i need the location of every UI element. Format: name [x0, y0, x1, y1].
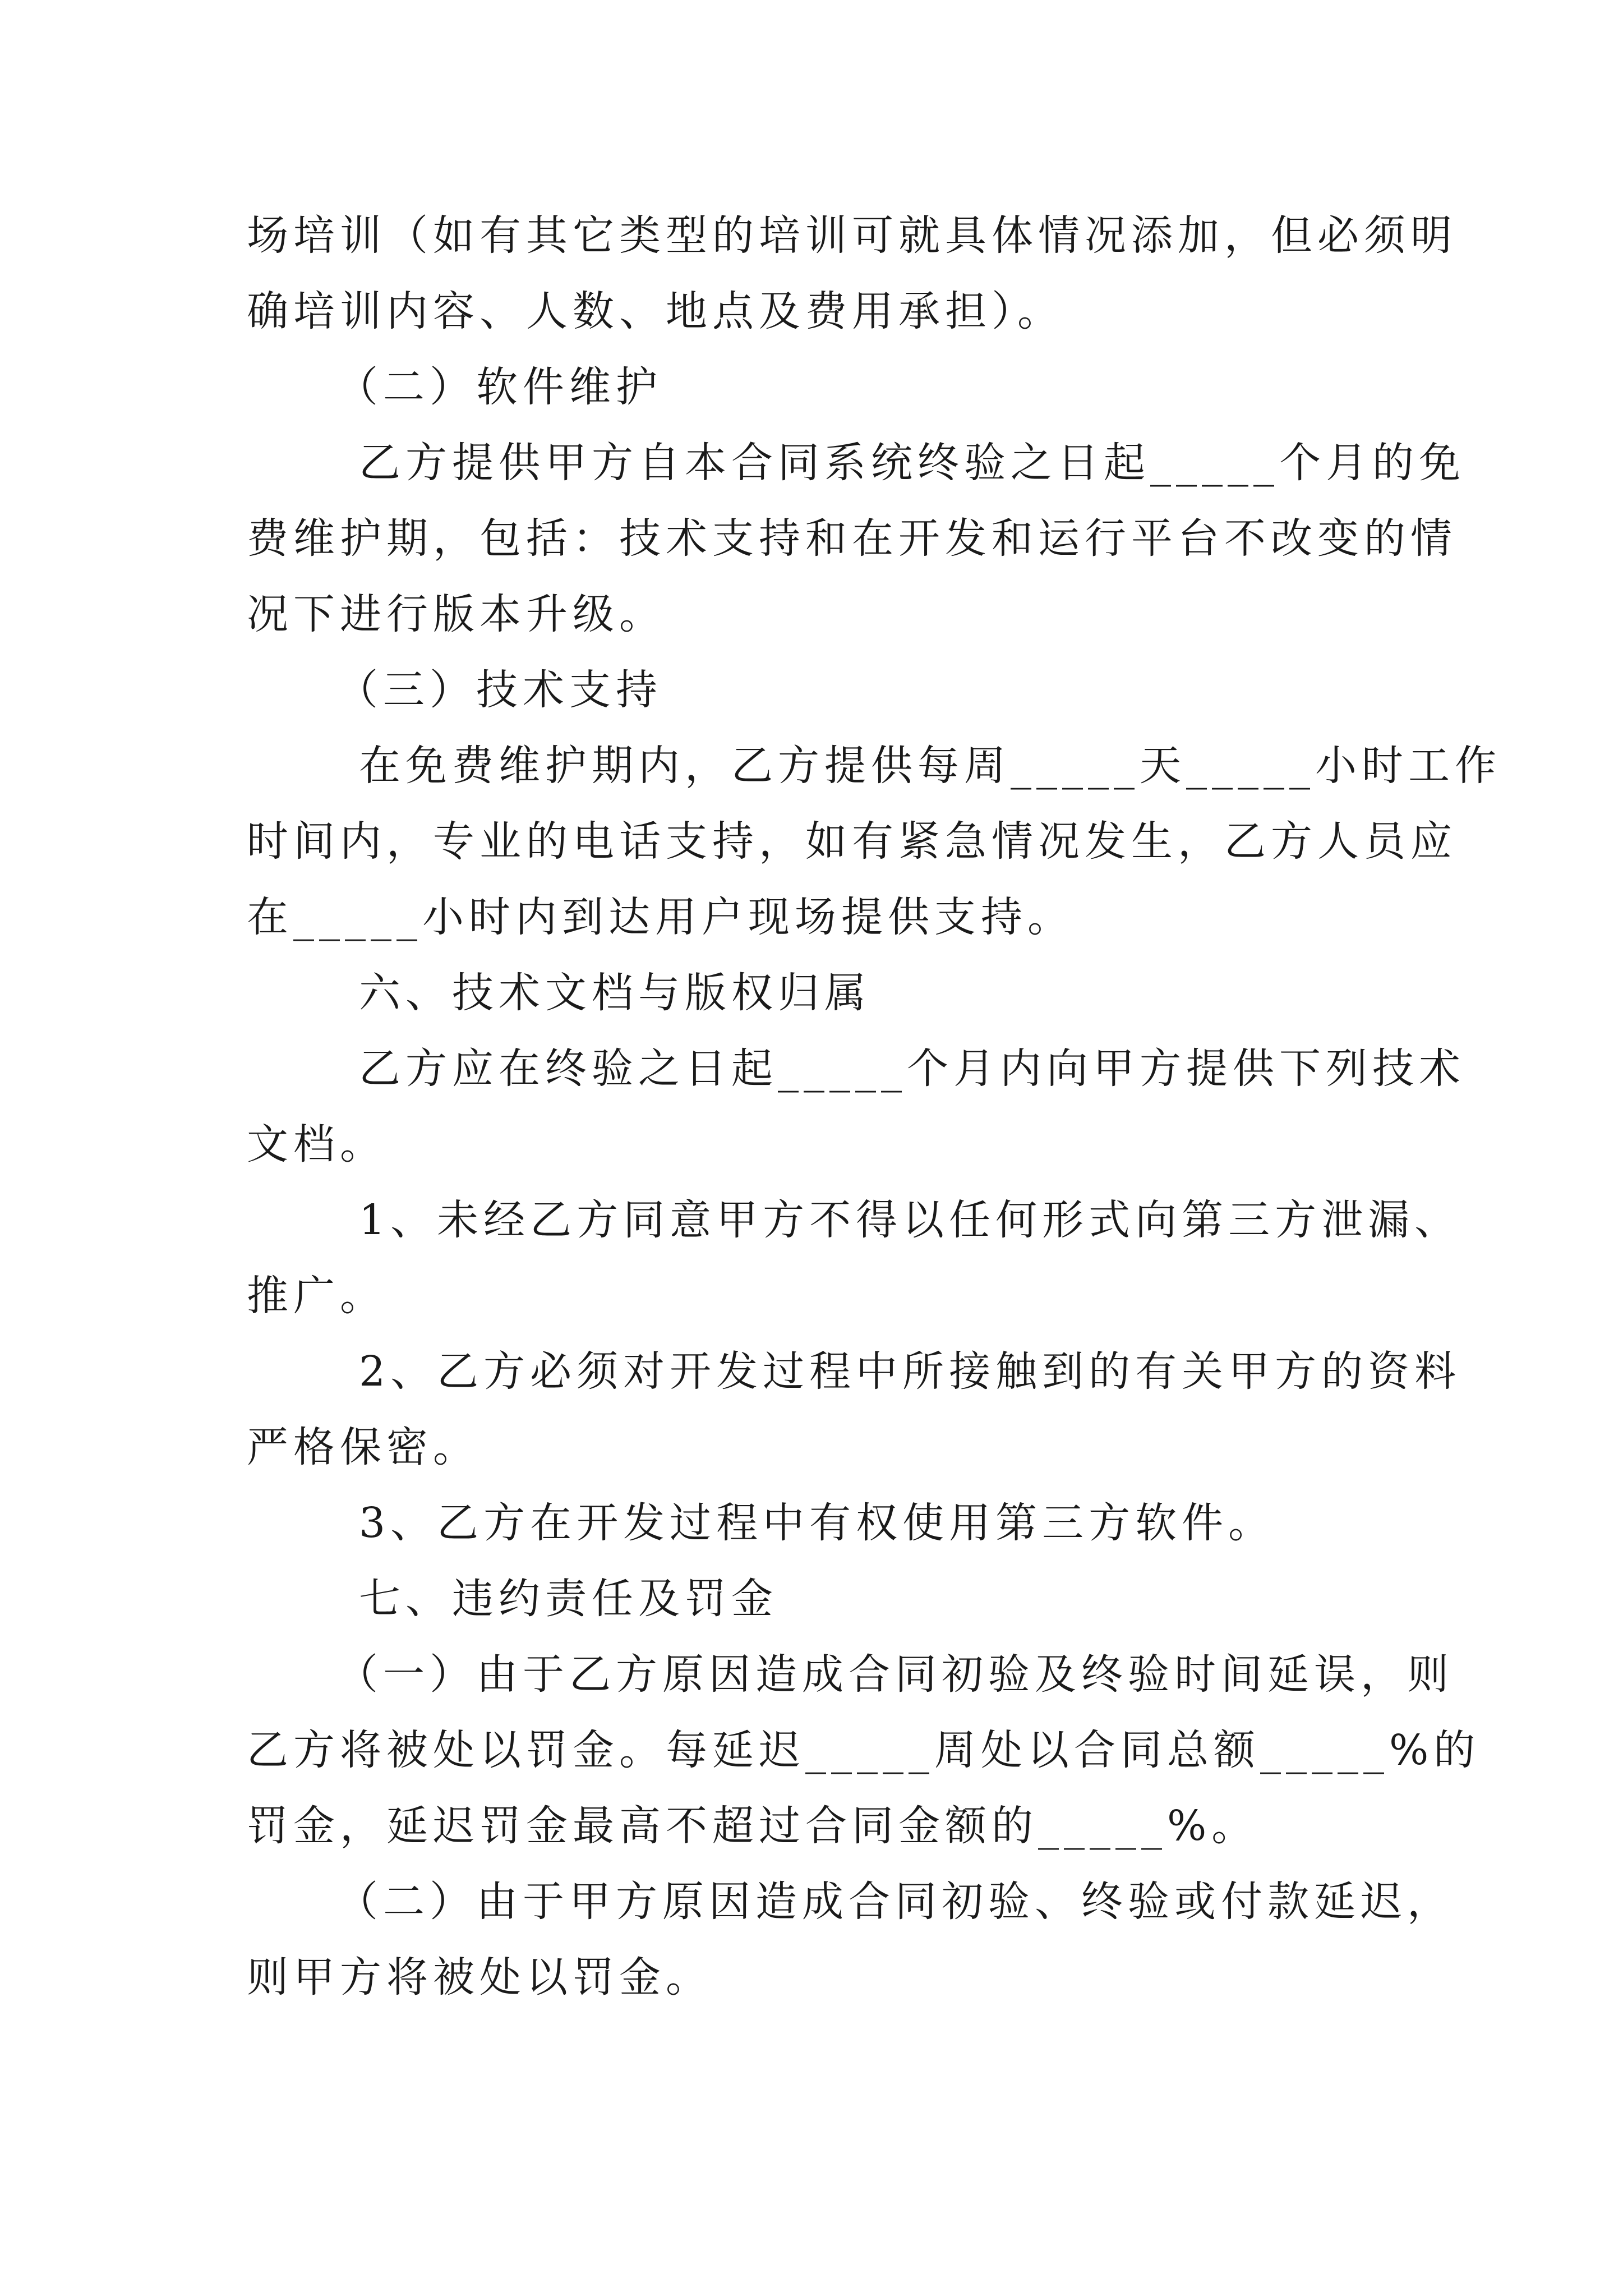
text-line: 确培训内容、人数、地点及费用承担）。	[247, 287, 1064, 335]
text-line: 乙方应在终验之日起_____个月内向甲方提供下列技术	[359, 1045, 1465, 1093]
section-heading: 七、违约责任及罚金	[359, 1575, 778, 1623]
text-line: 在免费维护期内，乙方提供每周_____天_____小时工作	[359, 742, 1501, 790]
text-line: 乙方将被处以罚金。每延迟_____周处以合同总额_____%的	[247, 1726, 1481, 1774]
text-line: 费维护期，包括：技术支持和在开发和运行平台不改变的情	[247, 514, 1457, 563]
text-line: （一）由于乙方原因造成合同初验及终验时间延误，则	[336, 1650, 1454, 1699]
text-line: 推广。	[247, 1272, 386, 1320]
text-line: 时间内，专业的电话支持，如有紧急情况发生，乙方人员应	[247, 817, 1457, 866]
text-line: 则甲方将被处以罚金。	[247, 1953, 712, 2001]
text-line: 况下进行版本升级。	[247, 590, 666, 638]
list-item: 2、乙方必须对开发过程中所接触到的有关甲方的资料	[359, 1347, 1461, 1396]
text-line: 乙方提供甲方自本合同系统终验之日起_____个月的免	[359, 439, 1465, 487]
section-heading: （三）技术支持	[336, 666, 662, 714]
text-line: （二）由于甲方原因造成合同初验、终验或付款延迟，	[336, 1878, 1454, 1926]
list-item: 1、未经乙方同意甲方不得以任何形式向第三方泄漏、	[359, 1196, 1461, 1244]
section-heading: （二）软件维护	[336, 363, 662, 411]
text-line: 文档。	[247, 1120, 386, 1168]
text-line: 场培训（如有其它类型的培训可就具体情况添加，但必须明	[247, 211, 1457, 260]
list-item: 3、乙方在开发过程中有权使用第三方软件。	[359, 1499, 1275, 1547]
text-line: 严格保密。	[247, 1423, 479, 1471]
text-line: 在_____小时内到达用户现场提供支持。	[247, 893, 1074, 941]
text-line: 罚金，延迟罚金最高不超过合同金额的_____%。	[247, 1802, 1258, 1850]
section-heading: 六、技术文档与版权归属	[359, 969, 871, 1017]
